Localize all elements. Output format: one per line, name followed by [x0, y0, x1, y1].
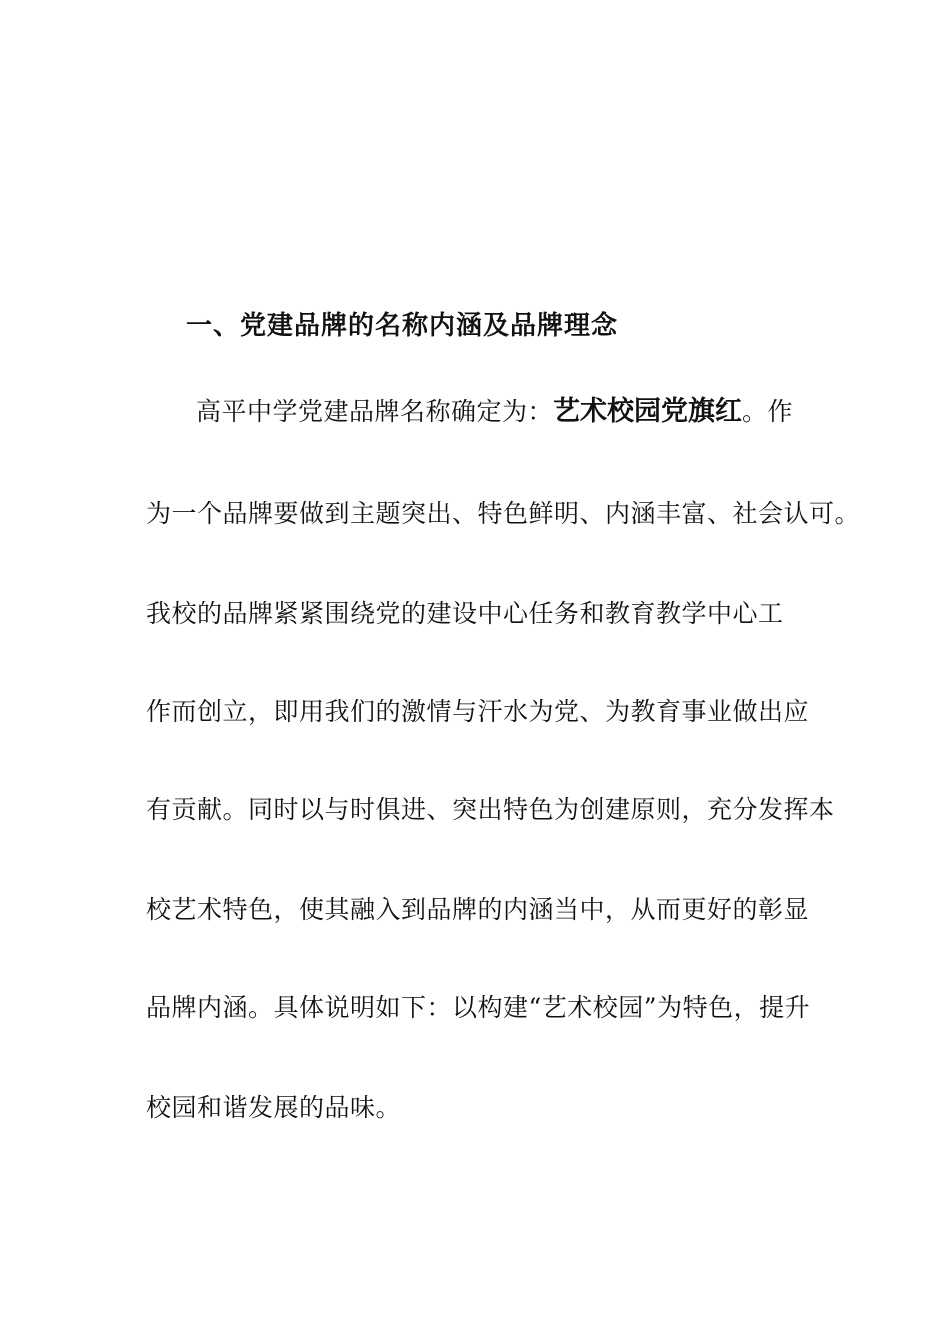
brand-name: 艺术校园党旗红 [553, 396, 743, 427]
paragraph-line-8: 校园和谐发展的品味。 [146, 1093, 402, 1122]
paragraph-line-7: 品牌内涵。具体说明如下：以构建“艺术校园”为特色，提升 [146, 993, 811, 1022]
paragraph-line-4: 作而创立，即用我们的激情与汗水为党、为教育事业做出应 [146, 697, 810, 726]
section-heading: 一、党建品牌的名称内涵及品牌理念 [186, 311, 619, 341]
paragraph-line-2: 为一个品牌要做到主题突出、特色鲜明、内涵丰富、社会认可。 [146, 499, 861, 528]
intro-suffix: 。作 [742, 397, 794, 426]
paragraph-line-5: 有贡献。同时以与时俱进、突出特色为创建原则，充分发挥本 [146, 795, 835, 824]
paragraph-line-1 [196, 392, 793, 432]
intro-prefix: 高平中学党建品牌名称确定为： [196, 397, 554, 426]
paragraph-line-3: 我校的品牌紧紧围绕党的建设中心任务和教育教学中心工 [146, 599, 784, 628]
paragraph-line-6: 校艺术特色，使其融入到品牌的内涵当中，从而更好的彰显 [146, 895, 810, 924]
